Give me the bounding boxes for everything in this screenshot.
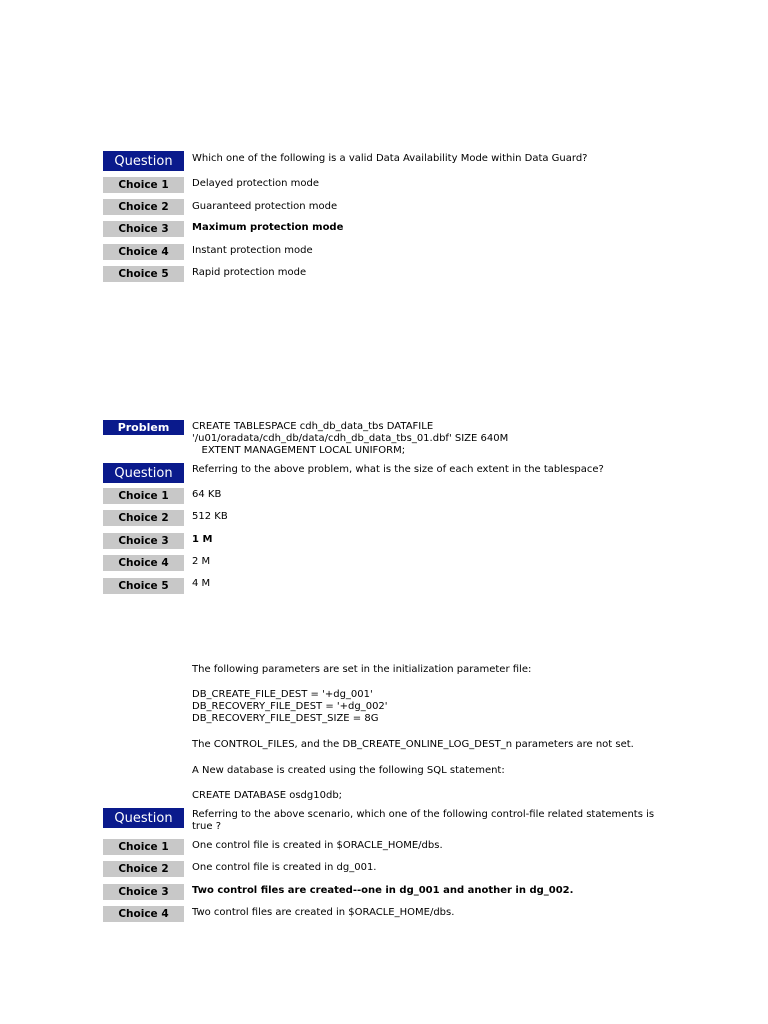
choice-label: Choice 1 [103,177,184,193]
choice-text: 512 KB [192,511,228,522]
choice-text: Guaranteed protection mode [192,201,338,212]
choice-label: Choice 1 [103,839,184,855]
question-text: Which one of the following is a valid Data Availability Mode within Data Guard? [192,153,588,164]
choice-text: 2 M [192,556,211,567]
choice-text: Delayed protection mode [192,178,319,189]
choice-label: Choice 5 [103,578,184,594]
choice-text: 4 M [192,578,211,589]
question-label: Question [103,151,184,171]
choice-label: Choice 1 [103,488,184,504]
scenario-parameters: DB_CREATE_FILE_DEST = '+dg_001' DB_RECOVERY_FILE_DEST = '+dg_002' DB_RECOVERY_FILE_DEST_SIZE = 8G [192,689,388,724]
scenario-text: A New database is created using the following SQL statement: [192,765,505,776]
choice-label: Choice 4 [103,244,184,260]
choice-text: 64 KB [192,489,222,500]
scenario-text: The CONTROL_FILES, and the DB_CREATE_ONLINE_LOG_DEST_n parameters are not set. [192,739,634,750]
correct-choice-text: Two control files are created--one in dg_001 and another in dg_002. [192,885,574,896]
question-text: Referring to the above scenario, which one of the following control-file related statements is true ? [192,809,658,832]
choice-label: Choice 3 [103,884,184,900]
choice-label: Choice 5 [103,266,184,282]
question-text: Referring to the above problem, what is the size of each extent in the tablespace? [192,464,604,475]
correct-choice-text: Maximum protection mode [192,222,344,233]
choice-text: Rapid protection mode [192,267,307,278]
choice-label: Choice 2 [103,861,184,877]
problem-text: CREATE TABLESPACE cdh_db_data_tbs DATAFILE '/u01/oradata/cdh_db/data/cdh_db_data_tbs_01.dbf' SIZE 640M EXTENT MANAGEMENT LOCAL UNIFORM; [192,421,509,456]
choice-text: Instant protection mode [192,245,313,256]
choice-text: Two control files are created in $ORACLE_HOME/dbs. [192,907,455,918]
choice-label: Choice 4 [103,555,184,571]
correct-choice-text: 1 M [192,534,213,545]
scenario-text: The following parameters are set in the initialization parameter file: [192,664,532,675]
problem-label: Problem [103,420,184,435]
question-label: Question [103,808,184,828]
question-label: Question [103,463,184,483]
choice-text: One control file is created in dg_001. [192,862,377,873]
choice-label: Choice 3 [103,221,184,237]
scenario-sql: CREATE DATABASE osdg10db; [192,790,343,801]
choice-label: Choice 4 [103,906,184,922]
choice-label: Choice 3 [103,533,184,549]
choice-label: Choice 2 [103,199,184,215]
choice-text: One control file is created in $ORACLE_HOME/dbs. [192,840,443,851]
choice-label: Choice 2 [103,510,184,526]
